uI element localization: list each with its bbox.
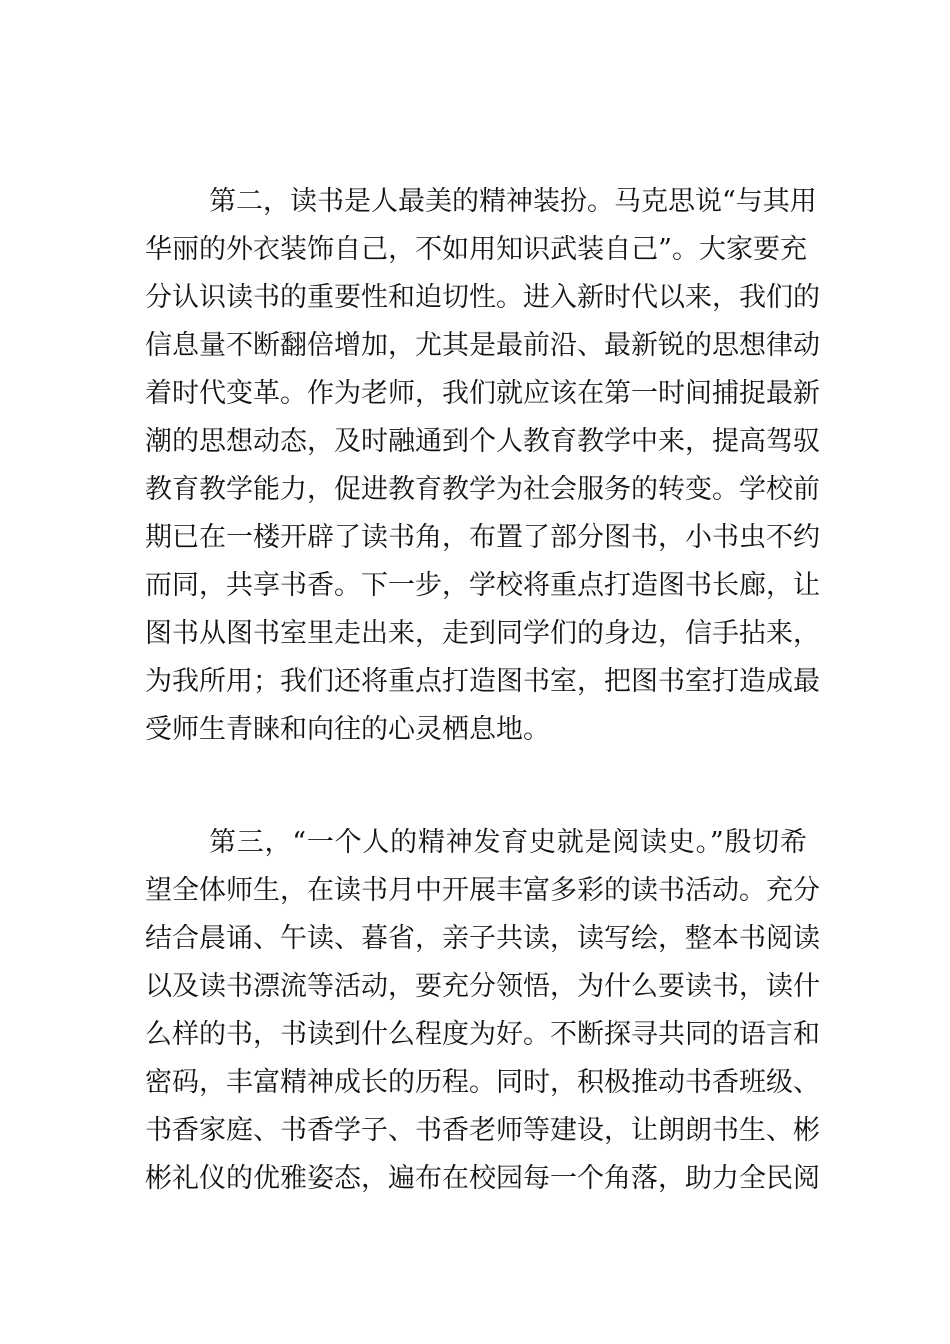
text-line: 期已在一楼开辟了读书角，布置了部分图书，小书虫不约 [145,522,820,553]
paragraph-reading-as-spiritual-attire [145,178,820,754]
text-line: 潮的思想动态，及时融通到个人教育教学中来，提高驾驭 [145,426,820,457]
text-line: 第三，“一个人的精神发育史就是阅读史。”殷切希 [209,827,807,858]
text-line: 望全体师生，在读书月中开展丰富多彩的读书活动。充分 [145,875,820,906]
text-line: 教育教学能力，促进教育教学为社会服务的转变。学校前 [145,474,820,505]
text-line: 华丽的外衣装饰自己，不如用知识武装自己”。大家要充 [145,234,807,265]
text-line: 书香家庭、书香学子、书香老师等建设，让朗朗书生、彬 [145,1115,820,1146]
text-line: 么样的书，书读到什么程度为好。不断探寻共同的语言和 [145,1019,820,1050]
text-line: 第二，读书是人最美的精神装扮。马克思说“与其用 [209,186,817,217]
text-line: 密码，丰富精神成长的历程。同时，积极推动书香班级、 [145,1067,820,1098]
text-line: 受师生青睐和向往的心灵栖息地。 [145,714,550,745]
text-line: 为我所用；我们还将重点打造图书室，把图书室打造成最 [145,666,820,697]
text-line: 以及读书漂流等活动，要充分领悟，为什么要读书，读什 [145,971,820,1002]
text-line: 着时代变革。作为老师，我们就应该在第一时间捕捉最新 [145,378,820,409]
text-line: 结合晨诵、午读、暮省，亲子共读，读写绘，整本书阅读 [145,923,820,954]
text-line: 而同，共享书香。下一步，学校将重点打造图书长廊，让 [145,570,820,601]
paragraph-reading-history [145,819,820,1203]
text-line: 彬礼仪的优雅姿态，遍布在校园每一个角落，助力全民阅 [145,1163,820,1194]
text-line: 信息量不断翻倍增加，尤其是最前沿、最新锐的思想律动 [145,330,820,361]
text-line: 图书从图书室里走出来，走到同学们的身边，信手拈来， [145,618,820,649]
text-line: 分认识读书的重要性和迫切性。进入新时代以来，我们的 [145,282,820,313]
